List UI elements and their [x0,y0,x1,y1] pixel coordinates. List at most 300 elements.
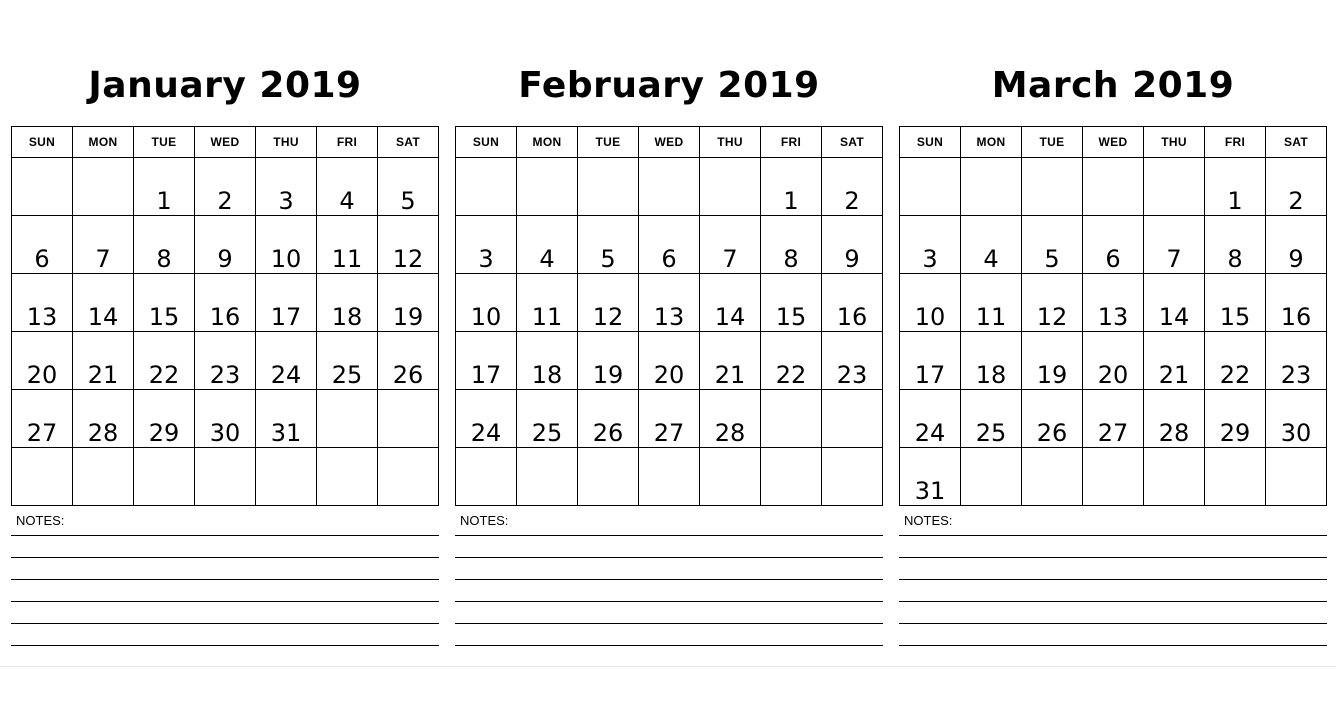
weekday-header: MON [517,127,578,158]
day-cell [73,274,134,332]
calendar-grid [899,126,1327,506]
week-row [12,332,439,390]
day-cell [900,216,961,274]
week-row [456,448,883,506]
day-cell [256,274,317,332]
day-number [1022,504,1082,505]
month-title: January 2019 [88,65,362,106]
day-number [578,504,638,505]
day-cell [1205,158,1266,216]
day-cell [639,216,700,274]
day-cell [578,274,639,332]
day-cell [578,448,639,506]
day-number: 13 [26,303,58,331]
note-line [11,645,439,646]
week-row [900,274,1327,332]
day-cell [12,390,73,448]
day-number: 22 [148,361,180,389]
day-number: 4 [983,245,999,273]
week-row [12,216,439,274]
note-line [899,557,1327,558]
day-cell [900,158,961,216]
day-number: 19 [392,303,424,331]
day-cell [73,158,134,216]
week-row [456,332,883,390]
weekday-header: THU [1144,127,1205,158]
day-number: 9 [844,245,860,273]
day-number: 12 [392,245,424,273]
day-cell [700,274,761,332]
day-number: 12 [1036,303,1068,331]
day-number: 5 [1044,245,1060,273]
week-row [900,390,1327,448]
weekday-header: TUE [1022,127,1083,158]
day-number: 20 [26,361,58,389]
day-cell [700,158,761,216]
day-cell [195,448,256,506]
day-cell [822,216,883,274]
day-cell [378,448,439,506]
day-cell [12,158,73,216]
week-row [900,216,1327,274]
day-cell [378,274,439,332]
day-number: 15 [148,303,180,331]
day-cell [700,332,761,390]
day-cell [517,448,578,506]
day-number [256,504,316,505]
day-cell [517,216,578,274]
day-number: 24 [470,419,502,447]
notes-label: NOTES: [460,513,509,528]
weekday-header-row [456,127,883,158]
day-cell [195,216,256,274]
day-cell [73,332,134,390]
day-cell [1266,448,1327,506]
day-number: 3 [278,187,294,215]
day-cell [1022,274,1083,332]
note-line [455,601,883,602]
day-number: 10 [270,245,302,273]
day-cell [456,274,517,332]
day-number [1205,504,1265,505]
day-cell [1083,158,1144,216]
day-cell [1266,158,1327,216]
day-number [73,504,133,505]
week-row [12,274,439,332]
day-number [317,504,377,505]
day-number: 6 [1105,245,1121,273]
day-cell [456,448,517,506]
note-line [455,623,883,624]
day-cell [134,216,195,274]
weekday-header: FRI [317,127,378,158]
day-number: 8 [1227,245,1243,273]
note-line [455,579,883,580]
day-cell [1022,448,1083,506]
day-number: 26 [392,361,424,389]
day-cell [317,158,378,216]
day-number: 17 [914,361,946,389]
weekday-header: SUN [456,127,517,158]
week-row [12,448,439,506]
week-row [456,274,883,332]
day-number: 3 [478,245,494,273]
day-number: 16 [836,303,868,331]
day-cell [134,332,195,390]
day-cell [1266,332,1327,390]
weekday-header: MON [73,127,134,158]
day-cell [761,390,822,448]
week-row [900,158,1327,216]
day-number: 3 [922,245,938,273]
day-cell [73,390,134,448]
note-line [455,557,883,558]
weekday-header-row [12,127,439,158]
day-cell [1205,216,1266,274]
day-number: 30 [209,419,241,447]
day-cell [822,448,883,506]
day-number: 23 [836,361,868,389]
day-cell [1144,216,1205,274]
day-number: 17 [470,361,502,389]
day-number: 11 [975,303,1007,331]
day-number [378,504,438,505]
day-cell [256,390,317,448]
day-number: 25 [331,361,363,389]
day-cell [195,274,256,332]
day-number: 9 [217,245,233,273]
day-number: 5 [400,187,416,215]
day-cell [1083,216,1144,274]
day-number: 14 [87,303,119,331]
day-cell [578,390,639,448]
day-cell [1022,158,1083,216]
day-number: 17 [270,303,302,331]
day-cell [578,216,639,274]
day-cell [317,332,378,390]
day-number: 2 [844,187,860,215]
day-number: 1 [156,187,172,215]
note-line [11,535,439,536]
day-number: 23 [209,361,241,389]
day-cell [317,390,378,448]
note-line [899,601,1327,602]
day-cell [639,158,700,216]
day-number: 2 [1288,187,1304,215]
day-number [700,504,760,505]
day-number: 13 [653,303,685,331]
day-number: 12 [592,303,624,331]
day-number: 27 [653,419,685,447]
day-cell [761,448,822,506]
day-cell [700,448,761,506]
day-cell [12,332,73,390]
day-cell [1083,390,1144,448]
day-cell [517,158,578,216]
week-row [456,216,883,274]
day-number: 6 [661,245,677,273]
day-number [961,504,1021,505]
day-cell [73,216,134,274]
day-cell [1205,274,1266,332]
day-cell [456,216,517,274]
day-number: 19 [592,361,624,389]
day-number: 18 [331,303,363,331]
day-number: 25 [975,419,1007,447]
day-number: 30 [1280,419,1312,447]
day-cell [639,390,700,448]
weekday-header: THU [256,127,317,158]
day-number: 18 [531,361,563,389]
day-number: 7 [722,245,738,273]
weekday-header: TUE [134,127,195,158]
note-line [899,645,1327,646]
day-number: 27 [26,419,58,447]
weekday-header: SAT [822,127,883,158]
note-line [11,579,439,580]
page-bottom-rule [0,666,1336,667]
day-number [639,504,699,505]
day-number: 23 [1280,361,1312,389]
day-cell [1144,332,1205,390]
day-cell [1083,448,1144,506]
day-number: 18 [975,361,1007,389]
day-number: 31 [914,477,946,505]
day-number: 4 [339,187,355,215]
day-cell [1205,390,1266,448]
day-cell [378,390,439,448]
day-cell [1205,448,1266,506]
weekday-header: TUE [578,127,639,158]
day-number: 15 [775,303,807,331]
day-cell [639,448,700,506]
day-cell [961,274,1022,332]
day-cell [378,158,439,216]
day-cell [578,332,639,390]
calendar-grid [11,126,439,506]
note-line [11,557,439,558]
day-number: 4 [539,245,555,273]
day-cell [456,332,517,390]
day-cell [134,274,195,332]
day-number: 22 [1219,361,1251,389]
day-cell [700,390,761,448]
day-cell [961,216,1022,274]
day-number: 11 [331,245,363,273]
day-cell [256,158,317,216]
day-number: 21 [87,361,119,389]
day-number: 21 [1158,361,1190,389]
day-cell [317,216,378,274]
day-cell [317,274,378,332]
day-number: 29 [148,419,180,447]
weekday-header-row [900,127,1327,158]
day-cell [195,158,256,216]
day-cell [134,448,195,506]
day-number [195,504,255,505]
day-cell [1083,274,1144,332]
day-number: 16 [209,303,241,331]
weekday-header: WED [1083,127,1144,158]
day-cell [1266,390,1327,448]
day-cell [1266,274,1327,332]
day-number: 31 [270,419,302,447]
day-cell [1083,332,1144,390]
day-cell [12,448,73,506]
day-cell [317,448,378,506]
day-number: 7 [1166,245,1182,273]
day-number [761,504,821,505]
day-cell [378,332,439,390]
week-row [900,332,1327,390]
day-number: 14 [1158,303,1190,331]
day-number: 29 [1219,419,1251,447]
day-number: 24 [270,361,302,389]
day-cell [378,216,439,274]
day-number [12,504,72,505]
day-cell [256,216,317,274]
day-number: 25 [531,419,563,447]
day-number [134,504,194,505]
day-cell [900,390,961,448]
day-number: 9 [1288,245,1304,273]
day-number: 24 [914,419,946,447]
day-cell [73,448,134,506]
day-cell [256,332,317,390]
day-number [456,504,516,505]
day-cell [822,158,883,216]
day-cell [134,390,195,448]
day-number: 15 [1219,303,1251,331]
note-line [455,535,883,536]
day-cell [1266,216,1327,274]
day-cell [961,448,1022,506]
month-title: March 2019 [991,65,1235,106]
day-cell [1144,158,1205,216]
week-row [456,390,883,448]
day-number [1266,504,1326,505]
day-cell [134,158,195,216]
day-cell [1144,274,1205,332]
calendar-grid [455,126,883,506]
day-cell [961,390,1022,448]
day-cell [1144,390,1205,448]
day-cell [1205,332,1266,390]
note-line [11,623,439,624]
day-number: 26 [592,419,624,447]
day-cell [700,216,761,274]
day-cell [961,332,1022,390]
day-cell [12,216,73,274]
day-cell [195,332,256,390]
day-cell [761,216,822,274]
day-cell [1022,216,1083,274]
day-cell [761,332,822,390]
day-number: 26 [1036,419,1068,447]
day-number: 20 [1097,361,1129,389]
weekday-header: FRI [1205,127,1266,158]
week-row [456,158,883,216]
day-number: 5 [600,245,616,273]
day-number: 1 [783,187,799,215]
weekday-header: WED [195,127,256,158]
day-cell [822,332,883,390]
week-row [12,390,439,448]
day-cell [456,158,517,216]
day-cell [517,332,578,390]
weekday-header: THU [700,127,761,158]
day-cell [900,332,961,390]
day-cell [456,390,517,448]
weekday-header: SAT [378,127,439,158]
day-cell [1022,390,1083,448]
day-number: 11 [531,303,563,331]
day-cell [822,274,883,332]
day-number [517,504,577,505]
day-number: 8 [783,245,799,273]
day-number: 19 [1036,361,1068,389]
day-number: 16 [1280,303,1312,331]
day-number: 7 [95,245,111,273]
week-row [900,448,1327,506]
day-number [822,504,882,505]
day-cell [12,274,73,332]
weekday-header: MON [961,127,1022,158]
day-number: 13 [1097,303,1129,331]
note-line [455,645,883,646]
day-number: 27 [1097,419,1129,447]
day-cell [822,390,883,448]
weekday-header: SUN [900,127,961,158]
day-number: 6 [34,245,50,273]
day-number: 1 [1227,187,1243,215]
day-cell [578,158,639,216]
week-row [12,158,439,216]
weekday-header: FRI [761,127,822,158]
day-number: 8 [156,245,172,273]
note-line [899,623,1327,624]
notes-label: NOTES: [16,513,65,528]
note-line [11,601,439,602]
day-number: 10 [470,303,502,331]
day-cell [517,274,578,332]
day-cell [256,448,317,506]
day-number: 28 [87,419,119,447]
day-cell [517,390,578,448]
weekday-header: WED [639,127,700,158]
day-number: 2 [217,187,233,215]
note-line [899,535,1327,536]
day-number: 10 [914,303,946,331]
day-cell [639,332,700,390]
note-line [899,579,1327,580]
day-number: 21 [714,361,746,389]
day-number [1083,504,1143,505]
weekday-header: SUN [12,127,73,158]
day-number: 28 [714,419,746,447]
month-title: February 2019 [518,65,820,106]
day-number [1144,504,1204,505]
day-number: 28 [1158,419,1190,447]
day-cell [961,158,1022,216]
day-cell [900,448,961,506]
notes-label: NOTES: [904,513,953,528]
weekday-header: SAT [1266,127,1327,158]
day-cell [1144,448,1205,506]
day-cell [195,390,256,448]
day-cell [761,158,822,216]
day-cell [1022,332,1083,390]
